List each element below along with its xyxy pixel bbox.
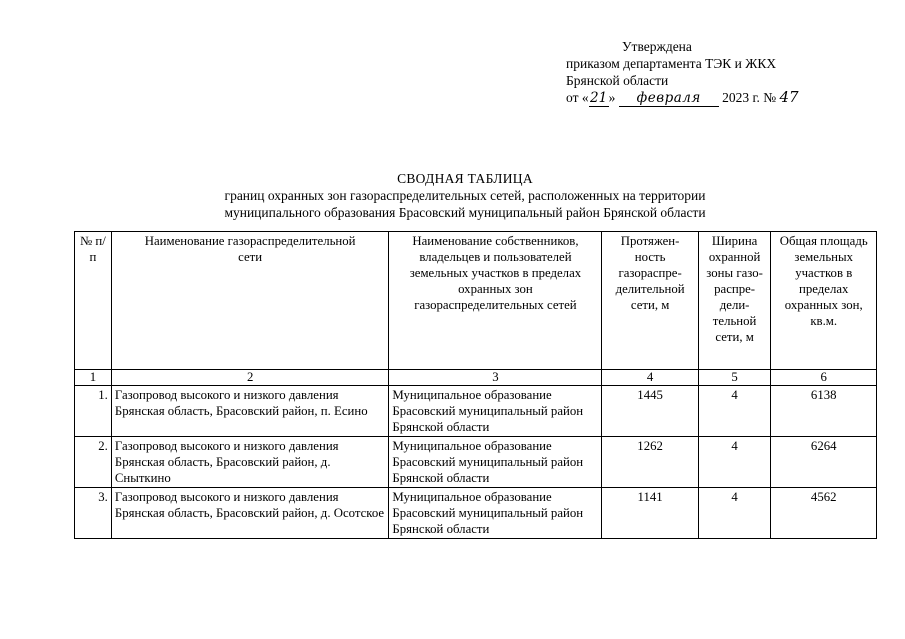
header-zone-width: Ширина охранной зоны газо-распре-дели-тельной сети, м (698, 232, 771, 370)
document-subtitle-line2: муниципального образования Брасовский муниципальный район Брянской области (224, 205, 706, 220)
network-type: Газопровод высокого и низкого давления (114, 439, 339, 453)
row-index: 2. (75, 437, 112, 488)
network-location: Брянская область, Брасовский район, д. Осотское (114, 506, 385, 520)
approval-region-line: Брянской области (566, 73, 669, 88)
network-name-cell (111, 488, 389, 539)
approval-order-line: приказом департамента ТЭК и ЖКХ (566, 56, 777, 71)
approval-stamp (566, 38, 866, 107)
table-row (75, 386, 877, 437)
column-number: 4 (602, 370, 698, 386)
area-cell: 6138 (771, 386, 877, 437)
summary-table (74, 231, 877, 539)
table-header-row (75, 232, 877, 370)
header-network-name: Наименование газораспределительной сети (111, 232, 389, 370)
zone-width-cell: 4 (698, 488, 771, 539)
date-prefix: от « (566, 90, 589, 105)
column-number: 2 (111, 370, 389, 386)
table-row (75, 437, 877, 488)
network-location: Брянская область, Брасовский район, п. Есино (114, 404, 368, 418)
zone-width-cell: 4 (698, 437, 771, 488)
header-length: Протяжен-ность газораспре-делительной сети, м (602, 232, 698, 370)
header-owners: Наименование собственников, владельцев и пользователей земельных участков в пределах охранных зон газораспределительных сетей (389, 232, 602, 370)
handwritten-month: февраля (619, 91, 719, 107)
network-type: Газопровод высокого и низкого давления (114, 490, 339, 504)
handwritten-order-number: 47 (779, 88, 799, 106)
length-cell: 1141 (602, 488, 698, 539)
row-index: 3. (75, 488, 112, 539)
column-number: 6 (771, 370, 877, 386)
handwritten-day: 21 (590, 90, 608, 106)
column-number: 5 (698, 370, 771, 386)
header-number: № п/п (75, 232, 112, 370)
document-subtitle-line1: границ охранных зон газораспределительных сетей, расположенных на территории (224, 188, 706, 203)
network-type: Газопровод высокого и низкого давления (114, 388, 339, 402)
column-number: 3 (389, 370, 602, 386)
approval-title: Утверждена (622, 39, 692, 54)
column-number: 1 (75, 370, 112, 386)
header-total-area: Общая площадь земельных участков в пределах охранных зон, кв.м. (771, 232, 877, 370)
date-year: 2023 г. № (722, 90, 777, 105)
date-mid: » (608, 90, 616, 105)
document-title-block (150, 170, 780, 221)
network-name-cell (111, 386, 389, 437)
length-cell: 1445 (602, 386, 698, 437)
table-row (75, 488, 877, 539)
approval-date-line (566, 89, 866, 107)
row-index: 1. (75, 386, 112, 437)
owner-cell: Муниципальное образование Брасовский муниципальный район Брянской области (389, 437, 602, 488)
owner-cell: Муниципальное образование Брасовский муниципальный район Брянской области (389, 488, 602, 539)
network-location: Брянская область, Брасовский район, д. Сныткино (114, 455, 331, 485)
length-cell: 1262 (602, 437, 698, 488)
area-cell: 4562 (771, 488, 877, 539)
network-name-cell (111, 437, 389, 488)
zone-width-cell: 4 (698, 386, 771, 437)
area-cell: 6264 (771, 437, 877, 488)
owner-cell: Муниципальное образование Брасовский муниципальный район Брянской области (389, 386, 602, 437)
document-title: СВОДНАЯ ТАБЛИЦА (397, 171, 533, 186)
column-number-row (75, 370, 877, 386)
